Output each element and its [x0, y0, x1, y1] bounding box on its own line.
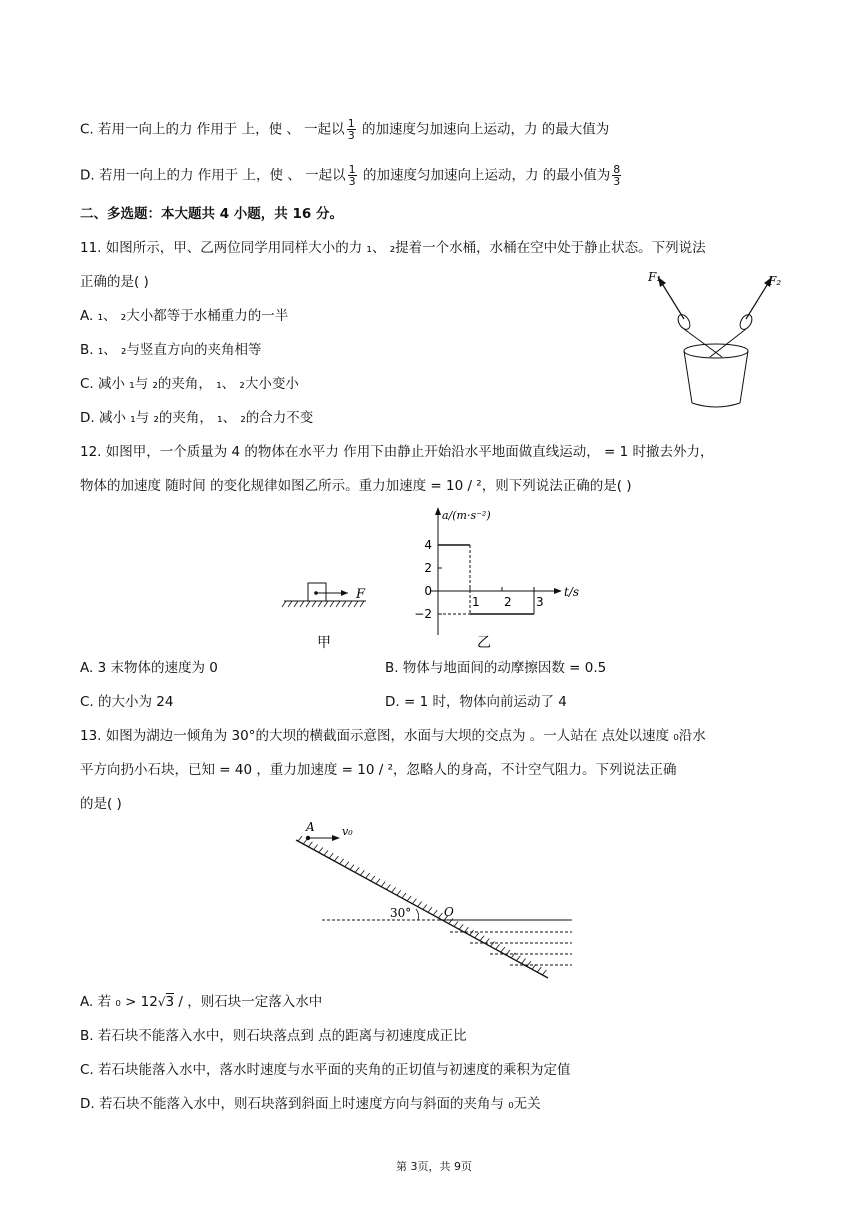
option-10d-text: D. 若用一向上的力 作用于 上，使 、 一起以 — [80, 167, 346, 184]
dam-hatch — [350, 865, 354, 870]
dam-hatch — [428, 907, 432, 912]
dam-hatch — [527, 961, 531, 966]
q12-stem-2: 物体的加速度 随时间 的变化规律如图乙所示。重力加速度 = 10 / ²，则下列说法正确的是( ) — [80, 478, 632, 494]
dam-hatch — [516, 956, 520, 961]
dam-hatch — [522, 959, 526, 964]
y-axis-label: a/(m·s⁻²) — [442, 509, 491, 522]
dam-hatch — [324, 850, 328, 855]
dam-hatch — [470, 930, 474, 935]
q12-stem-1: 12. 如图甲，一个质量为 4 的物体在水平力 作用下由静止开始沿水平地面做直线运动， = 1 时撤去外力， — [80, 444, 714, 460]
dam-hatch — [490, 941, 494, 946]
dam-hatch — [334, 856, 338, 861]
page-footer: 第 3页，共 9页 — [396, 1160, 472, 1173]
fraction-one-third: $\frac{1}{3}$ — [348, 163, 356, 188]
dam-hatch — [454, 922, 458, 927]
fraction-one-third: $\frac{1}{3}$ — [347, 117, 355, 142]
x-tick-label: 2 — [504, 595, 512, 609]
dam-hatch — [407, 896, 411, 901]
dam-hatch — [303, 839, 307, 844]
figure-yi-label: 乙 — [477, 635, 491, 651]
y-tick-label: 2 — [424, 561, 432, 575]
acceleration-time-chart — [400, 505, 600, 655]
q12-option-d: D. = 1 时，物体向前运动了 4 — [385, 694, 567, 710]
dam-hatch — [542, 970, 546, 975]
dam-hatch — [501, 947, 505, 952]
dam-hatch — [397, 890, 401, 895]
dam-hatch — [376, 879, 380, 884]
q11-option-b: B. ₁、 ₂与竖直方向的夹角相等 — [80, 342, 262, 358]
dam-hatch — [402, 893, 406, 898]
q12-option-c: C. 的大小为 24 — [80, 694, 174, 710]
sqrt-radicand: 3 — [165, 994, 175, 1010]
dam-hatch — [355, 867, 359, 872]
y-tick-label: 0 — [424, 584, 432, 598]
dam-hatch — [537, 967, 541, 972]
dam-figure — [290, 815, 580, 985]
dam-hatch — [381, 882, 385, 887]
dam-hatch — [392, 887, 396, 892]
y-tick-label: −2 — [414, 607, 432, 621]
q13-option-b: B. 若石块不能落入水中，则石块落点到 点的距离与初速度成正比 — [80, 1028, 467, 1044]
point-o-label: O — [444, 905, 454, 919]
option-10c-text: C. 若用一向上的力 作用于 上，使 、 一起以 — [80, 121, 345, 138]
dam-hatch — [433, 910, 437, 915]
y-tick-label: 4 — [424, 538, 432, 552]
dam-hatch — [464, 927, 468, 932]
dam-hatch — [298, 836, 302, 841]
q13-option-d: D. 若石块不能落入水中，则石块落到斜面上时速度方向与斜面的夹角与 ₀无关 — [80, 1096, 541, 1112]
q11-option-a: A. ₁、 ₂大小都等于水桶重力的一半 — [80, 308, 289, 324]
option-10c: C. 若用一向上的力 作用于 上，使 、 一起以 $\frac{1}{3}$ 的加速度匀加速向上运动，力 的最大值为 — [80, 117, 610, 142]
dam-hatch — [438, 913, 442, 918]
velocity-label: v₀ — [342, 825, 353, 838]
dam-hatch — [418, 902, 422, 907]
section-heading: 二、多选题：本大题共 4 小题，共 16 分。 — [80, 206, 343, 222]
q12-option-a: A. 3 末物体的速度为 0 — [80, 660, 218, 676]
dam-hatch — [475, 933, 479, 938]
q13-stem-2: 平方向扔小石块，已知 = 40 ，重力加速度 = 10 / ²，忽略人的身高，不计空气阻力。下列说法正确 — [80, 762, 677, 778]
dam-hatch — [366, 873, 370, 878]
dam-hatch — [308, 842, 312, 847]
q11-stem-1: 11. 如图所示，甲、乙两位同学用同样大小的力 ₁、 ₂提着一个水桶，水桶在空中处于静止状态。下列说法 — [80, 240, 706, 256]
dam-hatch — [496, 944, 500, 949]
block-figure — [280, 575, 390, 655]
figure-jia-label: 甲 — [317, 635, 331, 651]
x-axis-arrow — [554, 588, 562, 594]
dam-hatch — [314, 845, 318, 850]
dam-hatch — [386, 885, 390, 890]
dam-hatch — [329, 853, 333, 858]
bucket-figure — [640, 265, 800, 415]
q11-option-c: C. 减小 ₁与 ₂的夹角， ₁、 ₂大小变小 — [80, 376, 299, 392]
dam-hatch — [412, 899, 416, 904]
force-f2-label: F₂ — [768, 274, 782, 288]
q13-option-c: C. 若石块能落入水中，落水时速度与水平面的夹角的正切值与初速度的乘积为定值 — [80, 1062, 571, 1078]
q11-option-d: D. 减小 ₁与 ₂的夹角， ₁、 ₂的合力不变 — [80, 410, 314, 426]
option-10d: D. 若用一向上的力 作用于 上，使 、 一起以 $\frac{1}{3}$ 的加速度匀加速向上运动，力 的最小值为 $\frac{8}{3}$ — [80, 163, 621, 188]
dam-hatch — [480, 936, 484, 941]
dam-hatch — [371, 876, 375, 881]
x-tick-label: 3 — [536, 595, 544, 609]
dam-hatch — [423, 904, 427, 909]
force-f1-label: F₁ — [648, 270, 662, 284]
dam-hatch — [340, 859, 344, 864]
point-a-label: A — [306, 820, 315, 834]
dam-hatch — [459, 924, 463, 929]
force-label: F — [356, 587, 366, 602]
sqrt-sign: √ — [157, 995, 166, 1009]
q13-stem-3: 的是( ) — [80, 796, 122, 812]
dam-hatch — [345, 862, 349, 867]
q12-option-b: B. 物体与地面间的动摩擦因数 = 0.5 — [385, 660, 607, 676]
x-tick-label: 1 — [472, 595, 480, 609]
dam-hatch — [319, 847, 323, 852]
x-axis-label: t/s — [564, 585, 580, 599]
dam-hatch — [360, 870, 364, 875]
dam-hatch — [449, 919, 453, 924]
y-axis-arrow — [435, 507, 441, 515]
q13-option-a: A. 若 ₀ > 12√3 / ，则石块一定落入水中 — [80, 994, 323, 1010]
angle-label: 30° — [390, 906, 412, 920]
q13-stem-1: 13. 如图为湖边一倾角为 30°的大坝的横截面示意图，水面与大坝的交点为 。一人站在 点处以速度 ₀沿水 — [80, 728, 706, 744]
fraction-eight-third: $\frac{8}{3}$ — [613, 163, 621, 188]
q11-stem-2: 正确的是( ) — [80, 274, 149, 290]
